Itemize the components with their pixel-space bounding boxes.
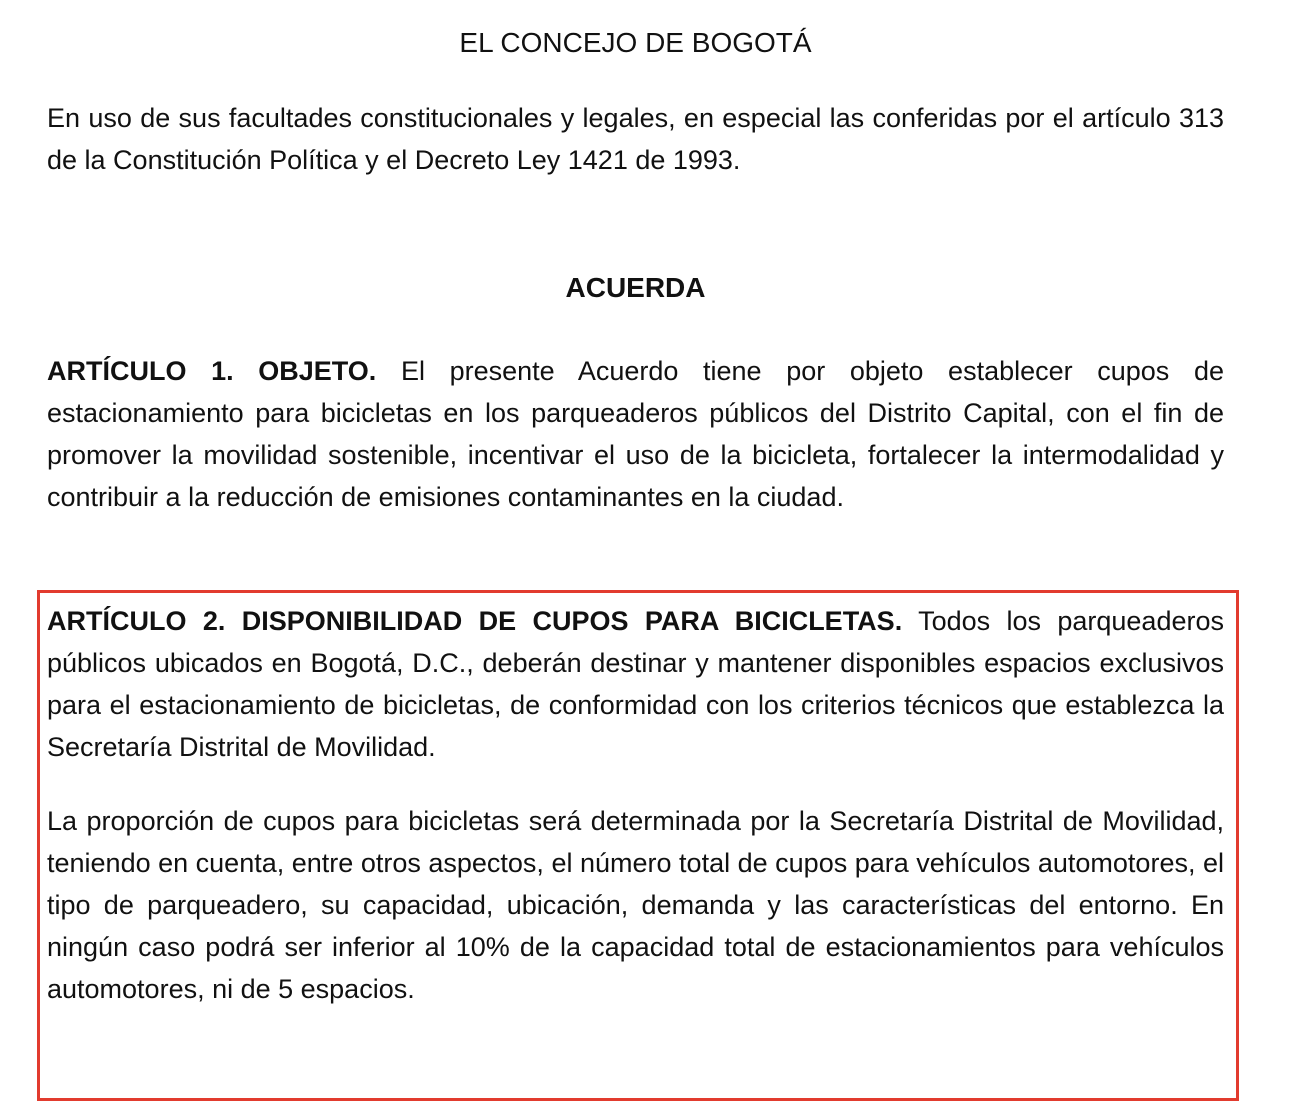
article-2: [47, 600, 1224, 1010]
article-2-paragraph-2: La proporción de cupos para bicicletas será determinada por la Secretaría Distrital de Movilidad, teniendo en cuenta, entre otros aspectos, el número total de cupos para vehículos automotores, el tipo de parqueadero, su capacidad, ubicación, demanda y las características del entorno. En ningún caso podrá ser inferior al 10% de la capacidad total de estacionamientos para vehículos automotores, ni de 5 espacios.: [47, 806, 1224, 1004]
article-2-text-1: Todos los parqueaderos públicos ubicados en Bogotá, D.C., deberán destinar y mantener disponibles espacios exclusivos para el estacionamiento de bicicletas, de conformidad con los criterios técnicos que establezca la Secretaría Distrital de Movilidad.: [47, 606, 1224, 762]
article-1-text: El presente Acuerdo tiene por objeto establecer cupos de estacionamiento para bicicletas en los parqueaderos públicos del Distrito Capital, con el fin de promover la movilidad sostenible, incentivar el uso de la bicicleta, fortalecer la intermodalidad y contribuir a la reducción de emisiones contaminantes en la ciudad.: [47, 356, 1224, 512]
article-2-heading: ARTÍCULO 2. DISPONIBILIDAD DE CUPOS PARA BICICLETAS.: [47, 606, 903, 636]
resolution-heading: ACUERDA: [565, 272, 706, 303]
document-body: [47, 22, 1224, 518]
article-1: [47, 350, 1224, 518]
article-2-paragraph-1: [47, 600, 1224, 768]
article-1-heading: ARTÍCULO 1. OBJETO.: [47, 356, 377, 386]
intro-paragraph: En uso de sus facultades constitucionales y legales, en especial las conferidas por el artículo 313 de la Constitución Política y el Decreto Ley 1421 de 1993.: [47, 103, 1224, 175]
document-title: EL CONCEJO DE BOGOTÁ: [459, 27, 812, 58]
